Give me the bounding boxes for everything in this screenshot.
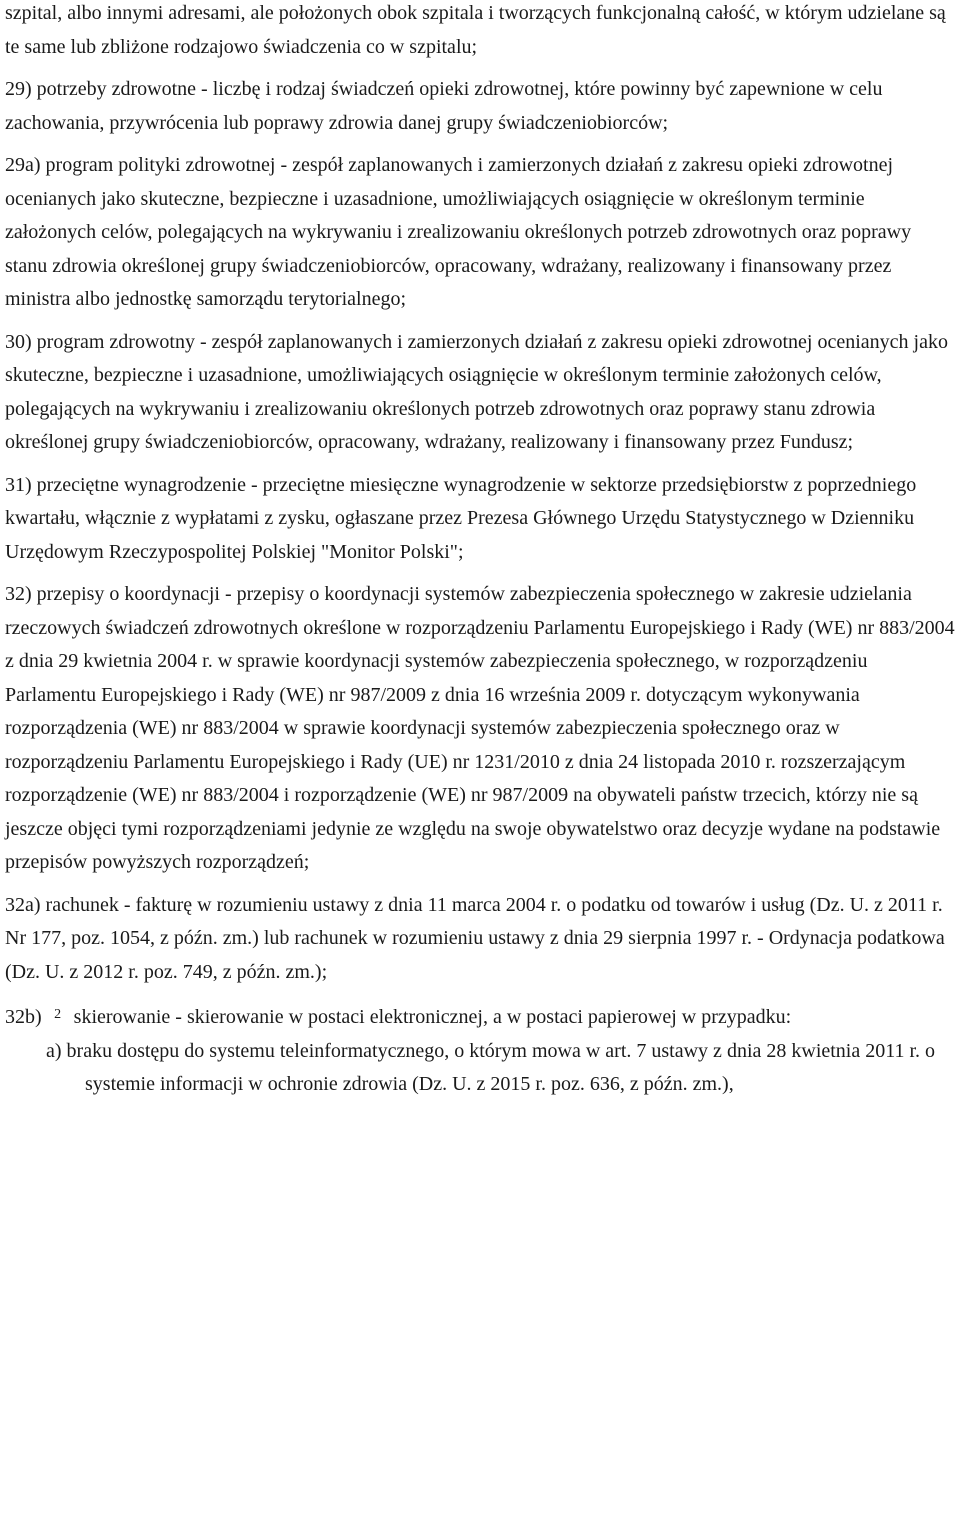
item-32b-text: skierowanie - skierowanie w postaci elektronicznej, a w postaci papierowej w przypadku: xyxy=(73,1006,792,1028)
document-page xyxy=(5,0,957,1102)
definition-item-30: 30) program zdrowotny - zespół zaplanowanych i zamierzonych działań z zakresu opieki zdrowotnej ocenianych jako skuteczne, bezpieczne i uzasadnione, umożliwiających osiągnięcie w określonym terminie założonych celów, polegających na wykrywaniu i zrealizowaniu określonych potrzeb zdrowotnych oraz poprawy stanu zdrowia określonej grupy świadczeniobiorców, opracowany, wdrażany, realizowany i finansowany przez Fundusz; xyxy=(5,330,948,453)
definition-item-29a: 29a) program polityki zdrowotnej - zespół zaplanowanych i zamierzonych działań z zakresu opieki zdrowotnej ocenianych jako skuteczne, bezpieczne i uzasadnione, umożliwiających osiągnięcie w określonym terminie założonych celów, polegających na wykrywaniu i zrealizowaniu określonych potrzeb zdrowotnych oraz poprawy stanu zdrowia określonej grupy świadczeniobiorców, opracowany, wdrażany, realizowany i finansowany przez ministra albo jednostkę samorządu terytorialnego; xyxy=(5,154,912,310)
definition-item-32b xyxy=(5,998,957,1035)
definition-item-31: 31) przeciętne wynagrodzenie - przeciętne miesięczne wynagrodzenie w sektorze przedsiębiorstw z poprzedniego kwartału, włącznie z wypłatami z zysku, ogłaszane przez Prezesa Głównego Urzędu Statystycznego w Dzienniku Urzędowym Rzeczypospolitej Polskiej "Monitor Polski"; xyxy=(5,473,917,563)
paragraph-intro: szpital, albo innymi adresami, ale położonych obok szpitala i tworzących funkcjonalną całość, w którym udzielane są te same lub zbliżone rodzajowo świadczenia co w szpitalu; xyxy=(5,2,946,58)
item-32b-label: 32b) xyxy=(5,1006,42,1028)
definition-item-32: 32) przepisy o koordynacji - przepisy o koordynacji systemów zabezpieczenia społecznego w zakresie udzielania rzeczowych świadczeń zdrowotnych określone w rozporządzeniu Parlamentu Europejskiego i Rady (WE) nr 883/2004 z dnia 29 kwietnia 2004 r. w sprawie koordynacji systemów zabezpieczenia społecznego, w rozporządzeniu Parlamentu Europejskiego i Rady (WE) nr 987/2009 z dnia 16 września 2009 r. dotyczącym wykonywania rozporządzenia (WE) nr 883/2004 w sprawie koordynacji systemów zabezpieczenia społecznego oraz w rozporządzeniu Parlamentu Europejskiego i Rady (UE) nr 1231/2010 z dnia 24 listopada 2010 r. rozszerzającym rozporządzenie (WE) nr 883/2004 i rozporządzenie (WE) nr 987/2009 na obywateli państw trzecich, którzy nie są jeszcze objęci tymi rozporządzeniami jedynie ze względu na swoje obywatelstwo oraz decyzje wydane na podstawie przepisów powyższych rozporządzeń; xyxy=(5,583,955,873)
footnote-marker: 2 xyxy=(54,1007,62,1022)
definition-item-29: 29) potrzeby zdrowotne - liczbę i rodzaj świadczeń opieki zdrowotnej, które powinny być zapewnione w celu zachowania, przywrócenia lub poprawy zdrowia danej grupy świadczeniobiorców; xyxy=(5,78,883,134)
definition-item-32a: 32a) rachunek - fakturę w rozumieniu ustawy z dnia 11 marca 2004 r. o podatku od towarów i usług (Dz. U. z 2011 r. Nr 177, poz. 1054, z późn. zm.) lub rachunek w rozumieniu ustawy z dnia 29 sierpnia 1997 r. - Ordynacja podatkowa (Dz. U. z 2012 r. poz. 749, z późn. zm.); xyxy=(5,893,945,983)
definition-item-32b-a: a) braku dostępu do systemu teleinformatycznego, o którym mowa w art. 7 ustawy z dnia 28 kwietnia 2011 r. o systemie informacji w ochronie zdrowia (Dz. U. z 2015 r. poz. 636, z późn. zm.), xyxy=(46,1039,936,1095)
